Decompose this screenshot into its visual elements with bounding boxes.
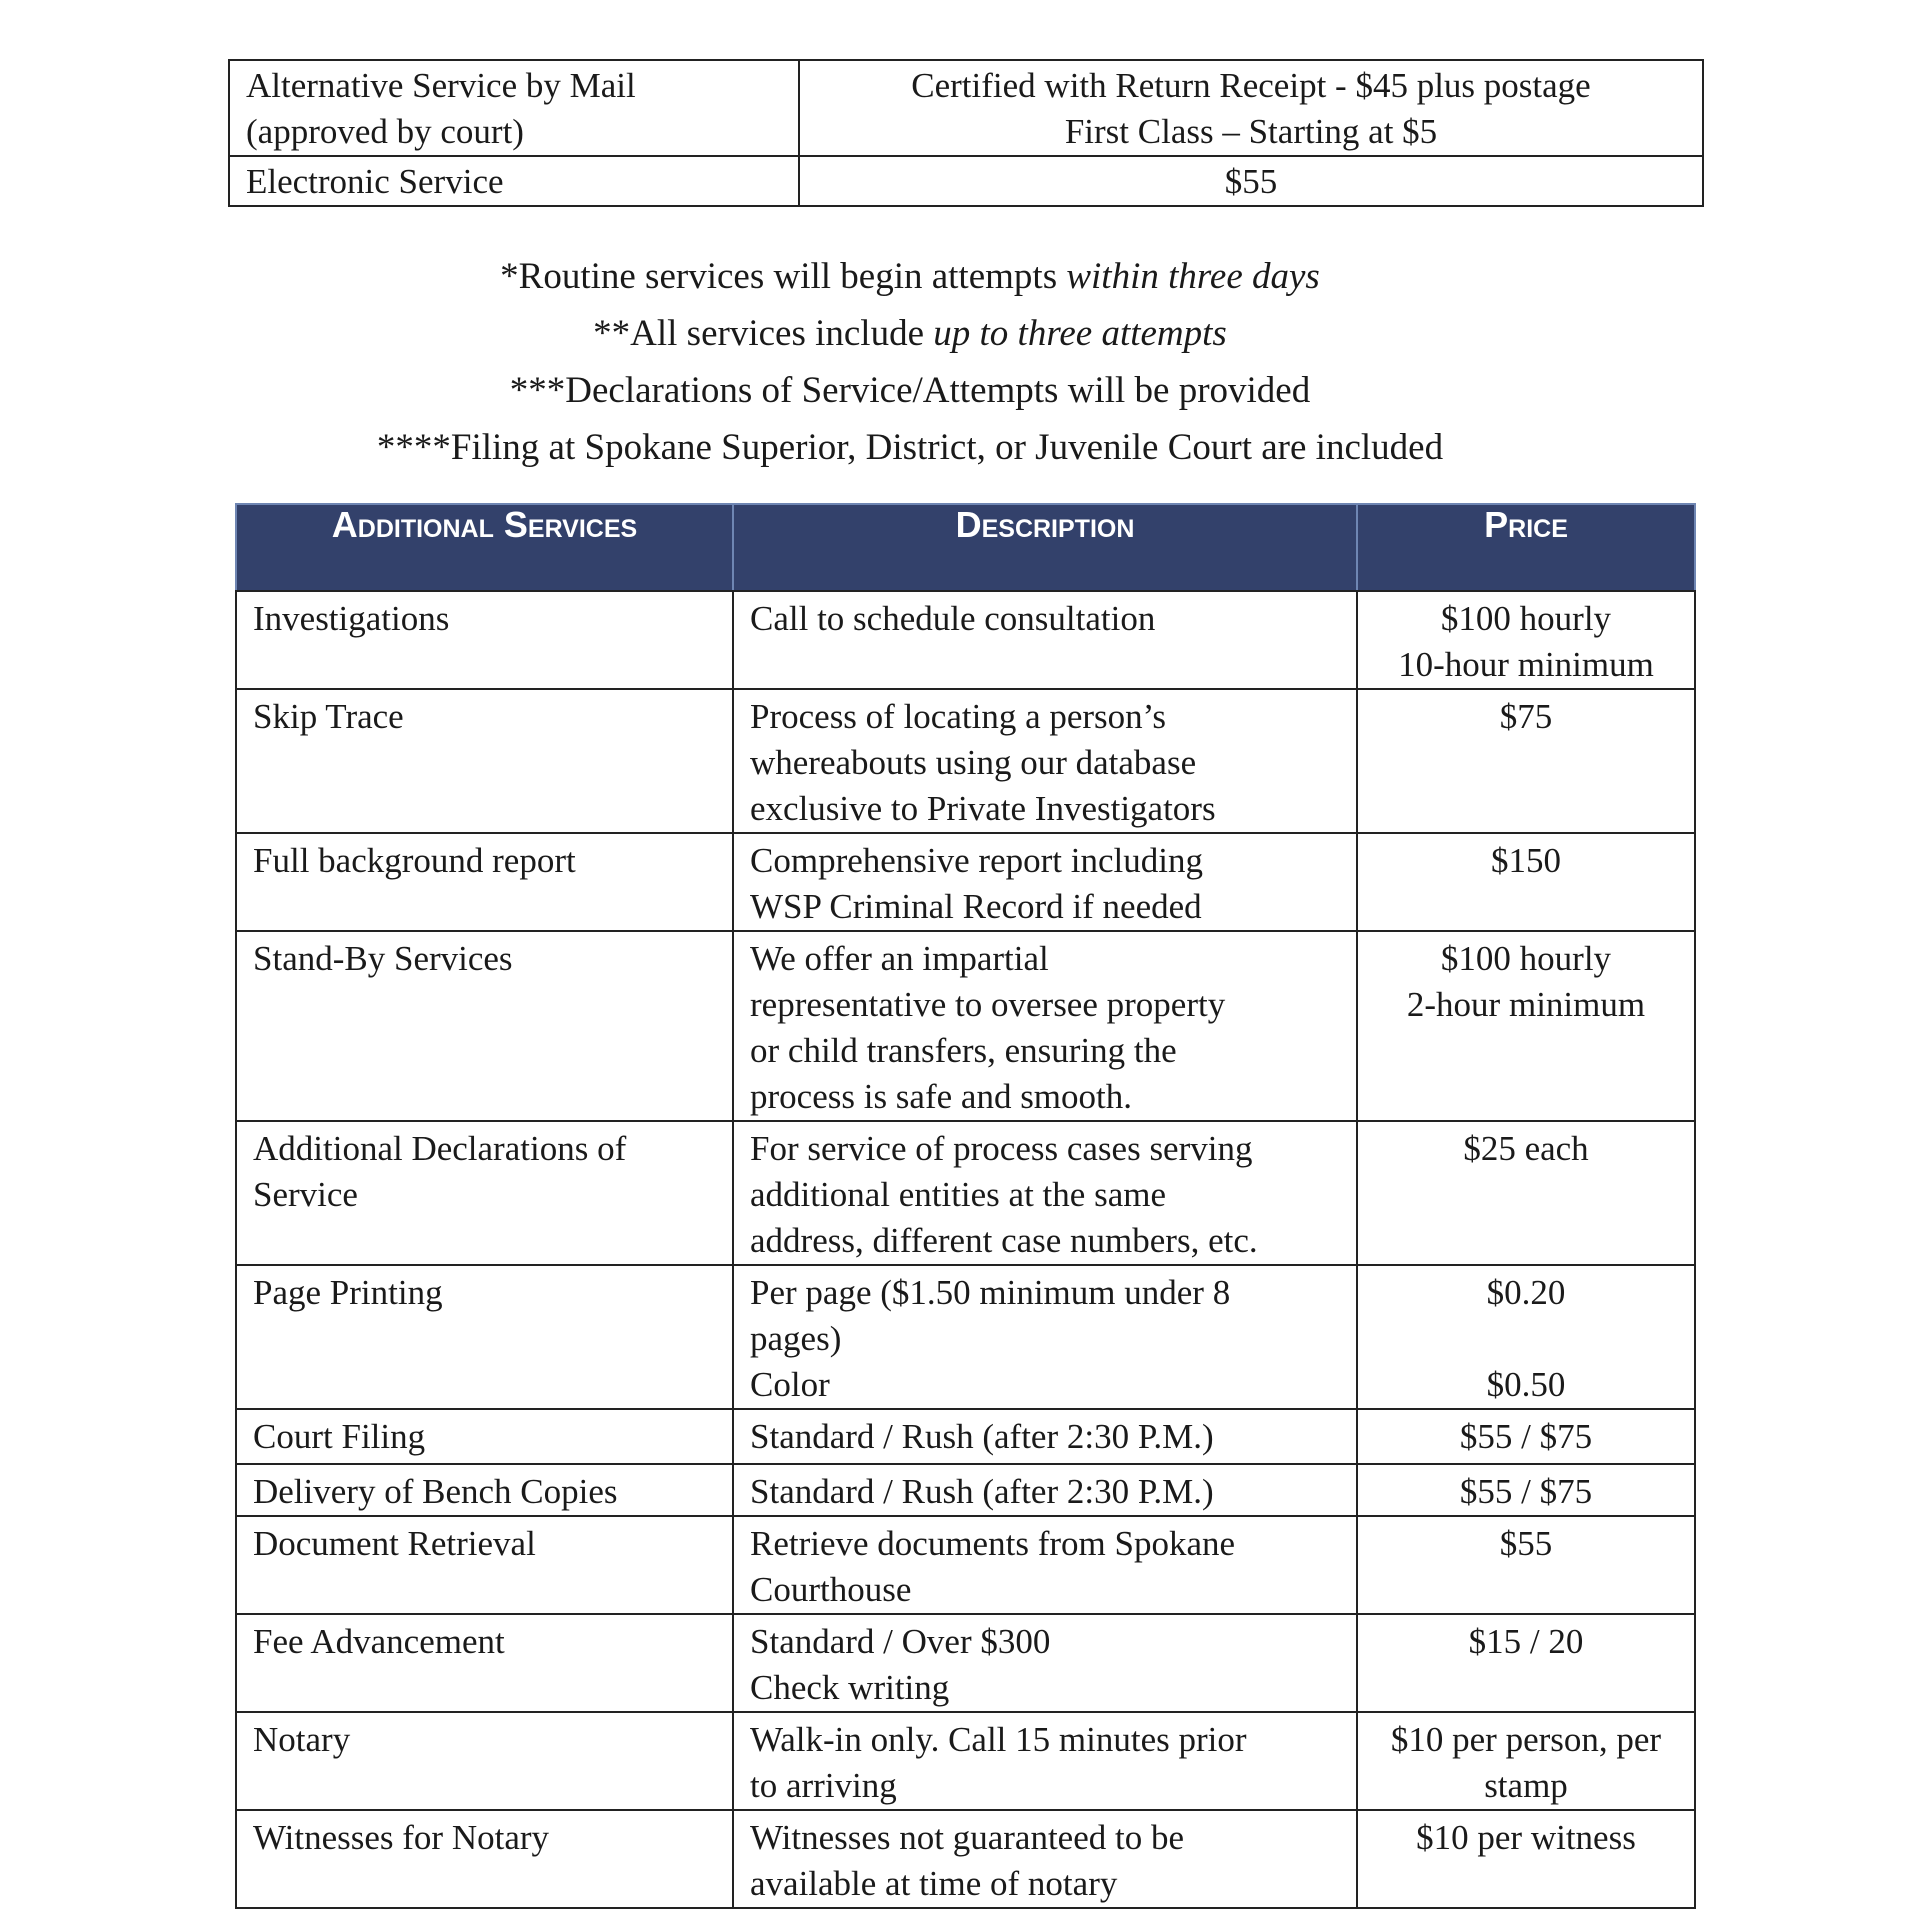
price-cell bbox=[1357, 931, 1695, 1121]
cell-line bbox=[1374, 1316, 1678, 1362]
price-cell bbox=[799, 60, 1703, 156]
cell-line: $55 / $75 bbox=[1459, 1472, 1593, 1511]
note-text: **All services include bbox=[593, 313, 934, 354]
cell-line: 10-hour minimum bbox=[1398, 645, 1654, 684]
cell-line: Investigations bbox=[253, 599, 450, 638]
cell-line: Additional Declarations of bbox=[253, 1129, 627, 1168]
service-notes bbox=[0, 248, 1820, 476]
price-cell bbox=[1357, 591, 1695, 689]
service-cell bbox=[236, 1265, 733, 1409]
cell-line: Service bbox=[253, 1175, 358, 1214]
cell-line: Standard / Over $300 bbox=[750, 1622, 1051, 1661]
cell-line: address, different case numbers, etc. bbox=[750, 1221, 1258, 1260]
cell-line: $0.50 bbox=[1486, 1365, 1566, 1404]
table-row bbox=[236, 1614, 1695, 1712]
cell-line: 2-hour minimum bbox=[1406, 985, 1646, 1024]
cell-line: Walk-in only. Call 15 minutes prior bbox=[750, 1720, 1247, 1759]
service-cell bbox=[236, 591, 733, 689]
description-cell bbox=[733, 833, 1357, 931]
cell-line: or child transfers, ensuring the bbox=[750, 1031, 1177, 1070]
description-cell bbox=[733, 931, 1357, 1121]
cell-line: available at time of notary bbox=[750, 1864, 1118, 1903]
service-cell bbox=[236, 833, 733, 931]
header-description: Description bbox=[733, 504, 1357, 591]
cell-line: pages) bbox=[750, 1319, 842, 1358]
description-cell bbox=[733, 1712, 1357, 1810]
additional-services-table bbox=[235, 503, 1696, 1909]
cell-line: Court Filing bbox=[253, 1417, 426, 1456]
cell-line: For service of process cases serving bbox=[750, 1129, 1253, 1168]
price-cell bbox=[1357, 1810, 1695, 1908]
cell-line: Per page ($1.50 minimum under 8 bbox=[750, 1273, 1231, 1312]
description-cell bbox=[733, 1810, 1357, 1908]
service-cell bbox=[236, 1712, 733, 1810]
service-fees-table bbox=[228, 59, 1704, 207]
service-cell bbox=[229, 156, 799, 206]
service-cell bbox=[236, 1614, 733, 1712]
cell-line: $10 per witness bbox=[1416, 1818, 1636, 1857]
description-cell bbox=[733, 591, 1357, 689]
cell-line: Witnesses not guaranteed to be bbox=[750, 1818, 1185, 1857]
description-cell bbox=[733, 1516, 1357, 1614]
table-header-row bbox=[236, 504, 1695, 591]
note-text: *Routine services will begin attempts bbox=[500, 256, 1067, 297]
cell-line: $15 / 20 bbox=[1468, 1622, 1584, 1661]
description-cell bbox=[733, 1265, 1357, 1409]
service-cell bbox=[236, 1516, 733, 1614]
note-emphasis: within three days bbox=[1066, 256, 1320, 297]
note-line bbox=[0, 419, 1820, 476]
table-row bbox=[236, 1464, 1695, 1516]
cell-line: Standard / Rush (after 2:30 P.M.) bbox=[750, 1417, 1214, 1456]
cell-line: Witnesses for Notary bbox=[253, 1818, 550, 1857]
cell-line: exclusive to Private Investigators bbox=[750, 789, 1216, 828]
service-cell bbox=[236, 1810, 733, 1908]
cell-line: Notary bbox=[253, 1720, 351, 1759]
price-cell bbox=[1357, 1265, 1695, 1409]
cell-line: Stand-By Services bbox=[253, 939, 513, 978]
note-text: ***Declarations of Service/Attempts will be provided bbox=[509, 370, 1311, 411]
cell-line: (approved by court) bbox=[246, 112, 524, 151]
table-row bbox=[236, 1409, 1695, 1464]
service-cell bbox=[236, 1121, 733, 1265]
description-cell bbox=[733, 1121, 1357, 1265]
cell-line: Skip Trace bbox=[253, 697, 404, 736]
table-row bbox=[236, 1265, 1695, 1409]
cell-line: First Class – Starting at $5 bbox=[1064, 112, 1438, 151]
cell-line: $55 / $75 bbox=[1459, 1417, 1593, 1456]
cell-line: $75 bbox=[1499, 697, 1553, 736]
table-row bbox=[229, 60, 1703, 156]
cell-line: $0.20 bbox=[1486, 1273, 1566, 1312]
service-cell bbox=[236, 1464, 733, 1516]
cell-line: $100 hourly bbox=[1440, 939, 1612, 978]
note-text: ****Filing at Spokane Superior, District, or Juvenile Court are included bbox=[376, 427, 1444, 468]
header-additional-services: Additional Services bbox=[236, 504, 733, 591]
price-cell bbox=[1357, 1614, 1695, 1712]
cell-line: to arriving bbox=[750, 1766, 897, 1805]
cell-line: additional entities at the same bbox=[750, 1175, 1166, 1214]
cell-line: We offer an impartial bbox=[750, 939, 1049, 978]
price-cell bbox=[799, 156, 1703, 206]
cell-line: Electronic Service bbox=[246, 162, 504, 201]
price-cell bbox=[1357, 833, 1695, 931]
cell-line: Delivery of Bench Copies bbox=[253, 1472, 618, 1511]
cell-line: $10 per person, per bbox=[1390, 1720, 1662, 1759]
cell-line: $100 hourly bbox=[1440, 599, 1612, 638]
cell-line: Standard / Rush (after 2:30 P.M.) bbox=[750, 1472, 1214, 1511]
table-row bbox=[229, 156, 1703, 206]
table-row bbox=[236, 931, 1695, 1121]
header-price: Price bbox=[1357, 504, 1695, 591]
table-row bbox=[236, 1712, 1695, 1810]
price-cell bbox=[1357, 1712, 1695, 1810]
price-cell bbox=[1357, 689, 1695, 833]
cell-line: Color bbox=[750, 1365, 830, 1404]
table-row bbox=[236, 1810, 1695, 1908]
cell-line: whereabouts using our database bbox=[750, 743, 1197, 782]
cell-line: representative to oversee property bbox=[750, 985, 1226, 1024]
description-cell bbox=[733, 1614, 1357, 1712]
cell-line: $55 bbox=[1499, 1524, 1553, 1563]
cell-line: Retrieve documents from Spokane bbox=[750, 1524, 1236, 1563]
cell-line: Full background report bbox=[253, 841, 576, 880]
cell-line: Alternative Service by Mail bbox=[246, 66, 636, 105]
cell-line: Courthouse bbox=[750, 1570, 912, 1609]
table-row bbox=[236, 833, 1695, 931]
note-line bbox=[0, 305, 1820, 362]
note-line bbox=[0, 248, 1820, 305]
cell-line: stamp bbox=[1484, 1766, 1568, 1805]
price-cell bbox=[1357, 1409, 1695, 1464]
table-row bbox=[236, 689, 1695, 833]
table-row bbox=[236, 1121, 1695, 1265]
table-row bbox=[236, 591, 1695, 689]
cell-line: WSP Criminal Record if needed bbox=[750, 887, 1202, 926]
cell-line: Page Printing bbox=[253, 1273, 443, 1312]
service-cell bbox=[236, 1409, 733, 1464]
note-line bbox=[0, 362, 1820, 419]
cell-line: Document Retrieval bbox=[253, 1524, 536, 1563]
service-cell bbox=[236, 689, 733, 833]
table-row bbox=[236, 1516, 1695, 1614]
cell-line: Certified with Return Receipt - $45 plus postage bbox=[911, 66, 1591, 105]
cell-line: Fee Advancement bbox=[253, 1622, 505, 1661]
price-cell bbox=[1357, 1464, 1695, 1516]
description-cell bbox=[733, 1409, 1357, 1464]
description-cell bbox=[733, 1464, 1357, 1516]
cell-line: $55 bbox=[1224, 162, 1278, 201]
note-emphasis: up to three attempts bbox=[933, 313, 1227, 354]
cell-line: $25 each bbox=[1463, 1129, 1589, 1168]
cell-line: Call to schedule consultation bbox=[750, 599, 1156, 638]
service-cell bbox=[236, 931, 733, 1121]
description-cell bbox=[733, 689, 1357, 833]
cell-line: $150 bbox=[1491, 841, 1561, 880]
cell-line: Comprehensive report including bbox=[750, 841, 1203, 880]
cell-line: Check writing bbox=[750, 1668, 950, 1707]
service-cell bbox=[229, 60, 799, 156]
cell-line: Process of locating a person’s bbox=[750, 697, 1167, 736]
price-cell bbox=[1357, 1121, 1695, 1265]
price-cell bbox=[1357, 1516, 1695, 1614]
cell-line: process is safe and smooth. bbox=[750, 1077, 1133, 1116]
